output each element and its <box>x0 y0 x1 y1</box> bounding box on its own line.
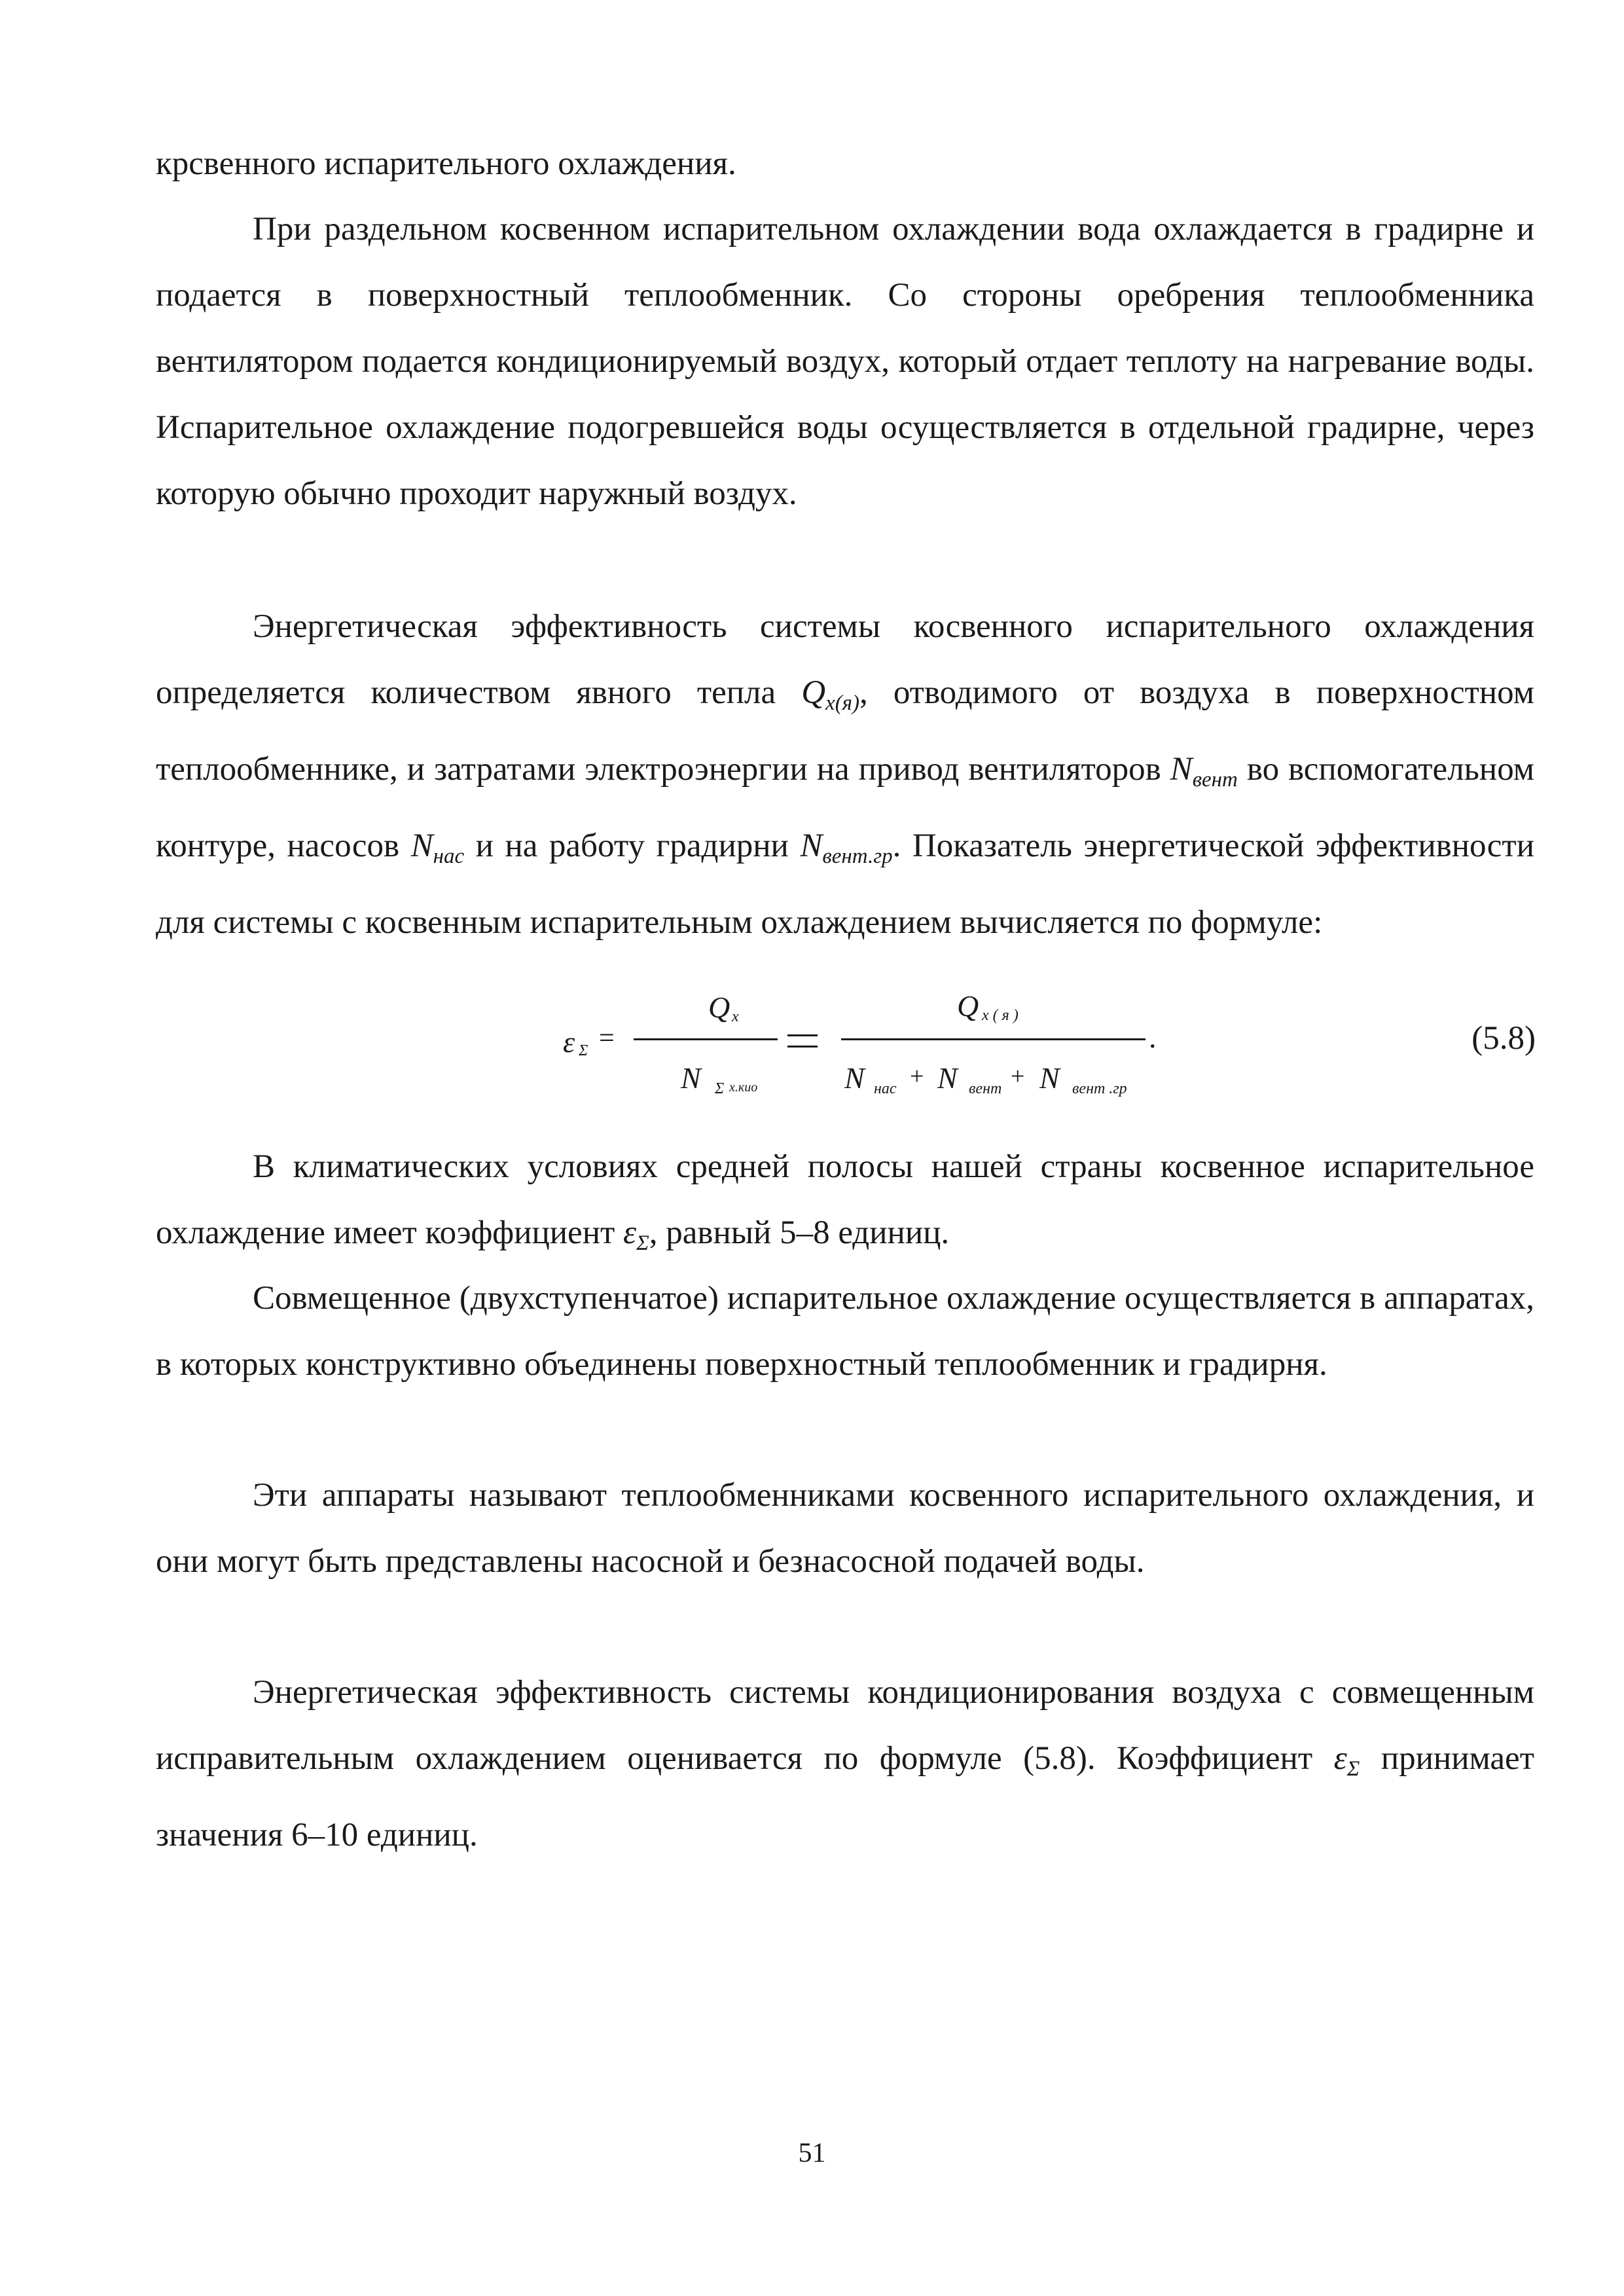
symbol-q: $Q_{x(я)}$ <box>801 674 860 715</box>
paragraph-combined-cooling <box>156 1266 1534 1398</box>
symbol-n-nas: $N_{на}с$ <box>410 828 465 868</box>
formula-q-sub: x <box>732 1008 739 1025</box>
paragraph-text: принимает значения 6–10 единиц. <box>156 1740 1534 1853</box>
fraction-bar <box>634 1038 778 1040</box>
formula-sigma: Σ <box>715 1080 725 1097</box>
symbol-n-vent-gr: $N_{вент.гр}$ <box>800 828 893 868</box>
page-number: 51 <box>798 2138 826 2168</box>
paragraph-energy-efficiency <box>156 594 1534 956</box>
formula-period: . <box>1149 1021 1157 1054</box>
fraction-bar <box>841 1038 1146 1040</box>
paragraph-text: В климатических условиях средней полосы нашей страны косвенное испарительное охлаждение имеет коэффициент <box>156 1148 1534 1251</box>
paragraph-combined-efficiency <box>156 1660 1534 1868</box>
formula-plus: + <box>1011 1063 1025 1090</box>
formula-5-8 <box>563 989 1165 1113</box>
paragraph-text: , отводимого от воздуха в поверхностном теплообменнике, и затратами электроэнергии на привод вентиляторов <box>156 674 1534 788</box>
paragraph-separate-cooling <box>156 196 1534 527</box>
paragraph-devices <box>156 1463 1534 1595</box>
formula-sub-vent: вент <box>969 1080 1002 1097</box>
formula-equals: = <box>599 1023 615 1053</box>
formula-n-sub: x.кио <box>729 1080 758 1095</box>
formula-identical-sign <box>787 1034 818 1048</box>
equation-number: (5.8) <box>1471 1020 1536 1057</box>
paragraph-text: во вспомогательном контуре, насосов <box>156 751 1534 864</box>
paragraph-text: . Показатель энергетической эффективности для системы с косвенным испарительным охлаждением вычисляется по формуле: <box>156 828 1534 941</box>
formula-sigma-sub: Σ <box>579 1042 588 1059</box>
formula-q: Q <box>708 991 731 1024</box>
paragraph-text: , равный 5–8 единиц. <box>649 1214 950 1251</box>
symbol-n-vent: $N_{вент}$ <box>1170 751 1238 792</box>
paragraph-text: Эти аппараты называют теплообменниками косвенного испарительного охлаждения, и они могут быть представлены насосной и безнасосной подачей воды. <box>156 1477 1534 1580</box>
formula-q: Q <box>957 989 979 1023</box>
paragraph-text: Энергетическая эффективность системы косвенного испарительного охлаждения определяется количеством явного тепла <box>156 608 1534 711</box>
formula-n-nas: N <box>844 1061 865 1095</box>
paragraph-text: Совмещенное (двухступенчатое) испарительное охлаждение осуществляется в аппаратах, в которых конструктивно объединены поверхностный теплообменник и градирня. <box>156 1280 1534 1383</box>
formula-n: N <box>681 1061 701 1095</box>
symbol-epsilon-sigma: $\varepsilon_\Sigma$ <box>623 1214 649 1255</box>
text-line: крсвенного испарительного охлаждения. <box>156 145 736 182</box>
formula-q-sub: x ( я ) <box>982 1007 1019 1024</box>
formula-sub-vent-gr: вент .гр <box>1072 1080 1127 1097</box>
formula-n-vent-gr: N <box>1039 1061 1060 1095</box>
formula-sub-nas: нас <box>874 1080 897 1097</box>
paragraph-text: и на работу градирни <box>464 828 801 864</box>
formula-plus: + <box>910 1063 924 1090</box>
paragraph-text: При раздельном косвенном испарительном охлаждении вода охлаждается в градирне и подается в поверхностный теплообменник. Со стороны оребрения теплообменника вентилятором подается кондиционируемый воздух, который отдает теплоту на нагревание воды. Испарительное охлаждение подогревшейся воды осуществляется в отдельной градирне, через которую обычно проходит наружный воздух. <box>156 211 1534 512</box>
paragraph-text: Энергетическая эффективность системы кондиционирования воздуха с совмещенным исправительным охлаждением оценивается по формуле (5.8). Коэффициент <box>156 1674 1534 1777</box>
symbol-epsilon-sigma: $\varepsilon_\Sigma$ <box>1333 1740 1360 1781</box>
formula-epsilon: ε <box>563 1025 575 1059</box>
formula-n-vent: N <box>937 1061 958 1095</box>
paragraph-climate <box>156 1134 1534 1277</box>
paragraph-continuation <box>156 131 1534 197</box>
